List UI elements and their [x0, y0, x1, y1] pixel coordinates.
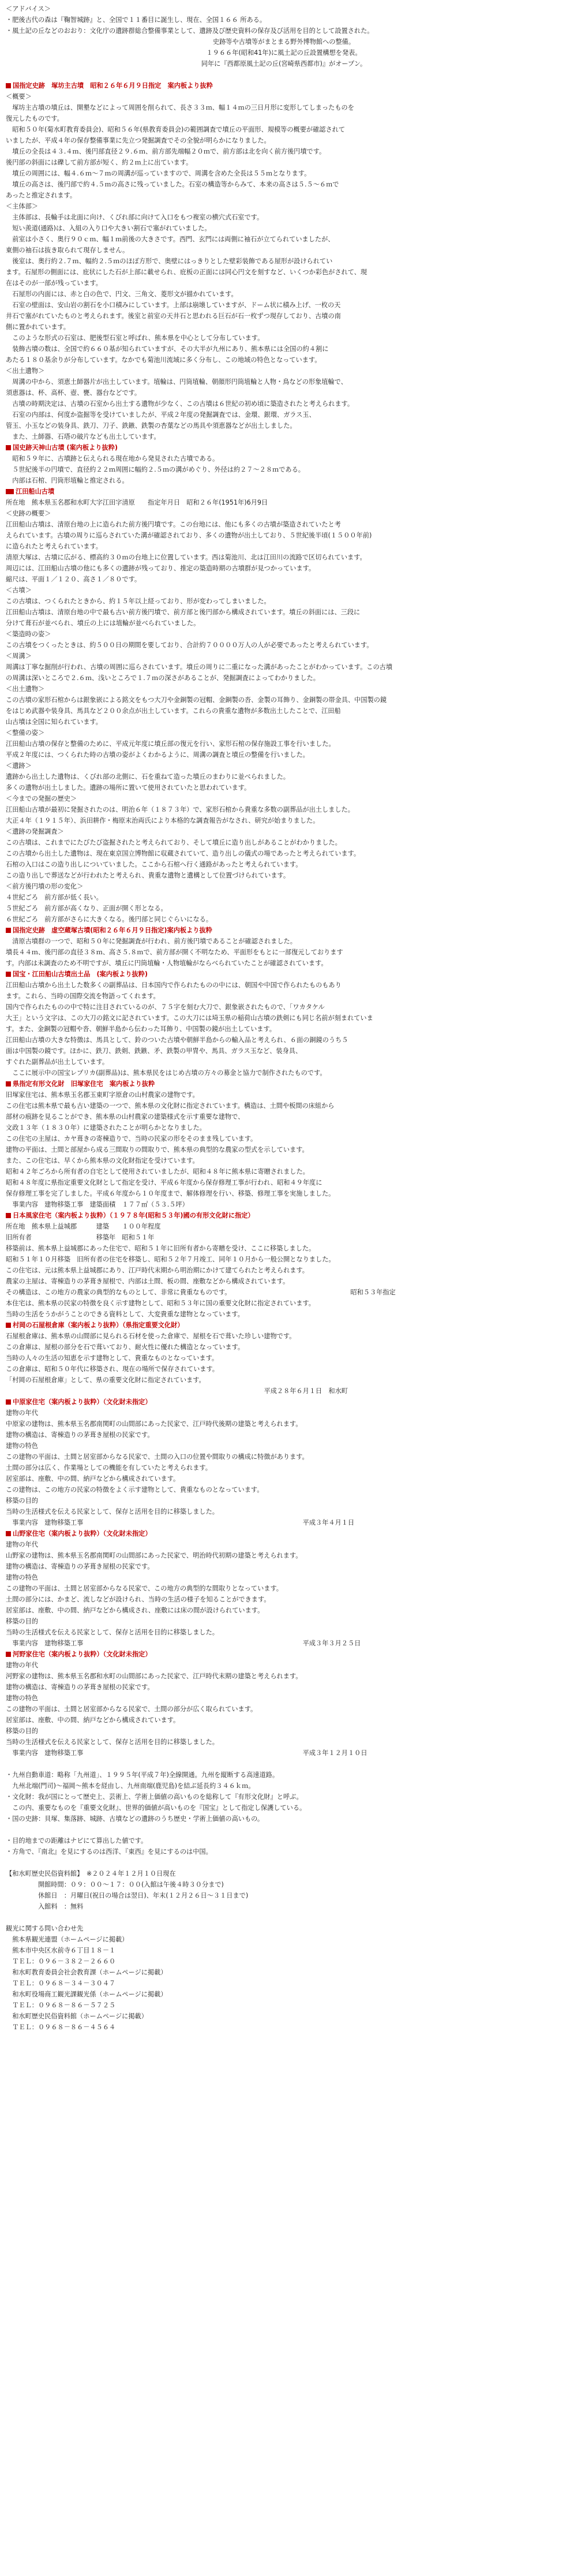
text-line: の周溝は深いところで２.６ｍ、浅いところで１.７ｍの深さがあることが、発掘調査によってわかりました。	[6, 674, 320, 682]
red-square-marker-icon	[6, 1323, 11, 1328]
text-line: また、この住宅は、早くから熊本県の文化財指定を受けています。	[6, 1157, 199, 1164]
blank-line	[6, 1912, 562, 1923]
text-line: この建物の平面は、土間と居室部からなる民家で、この地方の典型的な間取りとなっています。	[6, 1585, 283, 1592]
section-heading-text: 中原家住宅（案内板より抜粋）（文化財未指定）	[13, 1398, 152, 1406]
text-line: 山古墳は全国に知られています。	[6, 718, 102, 726]
section-heading	[6, 969, 562, 980]
text-line: 後円部の斜面には礫して前方部が短く、約２ｍ上に出ています。	[6, 159, 193, 166]
text-line: 多くの遺物が出土しました。遺跡の場所に置いて使用されていたと思われています。	[6, 784, 251, 792]
section-heading-text: 村岡の石屋根倉庫（案内板より抜粋）（県指定重要文化財）	[13, 1321, 184, 1329]
text-line: 入館料 ：無料	[6, 1903, 84, 1910]
text-line: 周溝は丁寧な掘削が行われ、古墳の周囲に巡らされています。墳丘の周りに二重になった溝があったことがわかっています。この古墳	[6, 663, 393, 671]
red-square-marker-icon	[6, 972, 11, 977]
text-line: この内、重要なものを『重要文化財』、世界的価値が高いものを『国宝』として指定し保護している。	[6, 1804, 306, 1812]
text-line: 観光に関する問い合わせ先	[6, 1925, 84, 1932]
text-line: 事業内容 建物移築工事 平成３年１２月１０日	[6, 1749, 367, 1757]
section-heading	[6, 1528, 562, 1539]
text-line: ＜整備の姿＞	[6, 729, 45, 737]
text-line: 和水町教育委員会社会教育課（ホームページに掲載）	[6, 1969, 167, 1976]
text-line: ＜出土遺物＞	[6, 367, 45, 375]
text-line: 昭和５０年(菊水町教育委員会)、昭和５６年(県教育委員会)の範囲調査で墳丘の平面形、規模等の概要が確認されて	[6, 126, 346, 133]
text-line: 移築前は、熊本県上益城郡にあった住宅で、昭和５１年に旧所有者から寄贈を受け、ここに移築しました。	[6, 1245, 316, 1252]
text-line: 建物の構造は、寄棟造りの茅葺き屋根の民家です。	[6, 1431, 154, 1439]
text-line: この建物は、この地方の民家の特徴をよく示す建物として、貴重なものとなっています。	[6, 1486, 264, 1494]
text-line: ＴＥＬ：０９６８－８６－５７２５	[6, 2002, 116, 2009]
text-line: 江田船山古墳は、清原台地の上に造られた前方後円墳です。この台地には、他にも多くの古墳が築造されていたと考	[6, 521, 341, 528]
text-line: 平成２８年６月１日 和水町	[6, 1387, 348, 1395]
text-line: 在はそのが一部が残っています。	[6, 279, 102, 287]
red-block-marker-icon	[6, 489, 14, 494]
text-line: 和水町役場商工観光課観光係（ホームページに掲載）	[6, 1991, 167, 1998]
text-line: 復元したものです。	[6, 115, 63, 122]
text-line: す。内部は未調査のため不明ですが、墳丘に円筒埴輪・人物埴輪がならべられていたことが確認されています。	[6, 960, 328, 967]
red-square-marker-icon	[6, 1213, 11, 1218]
text-line: 所在地 熊本県玉名郡和水町大字江田字清原 指定年月日 昭和２６年(1951年)6月9日	[6, 499, 268, 506]
text-line: すぐれた副葬品が出土しています。	[6, 1058, 109, 1066]
text-line: 墳長４４ｍ、後円部の直径３８ｍ、高さ５.８ｍで、前方部が開く不明なため、平面形をもとに一部復元しております	[6, 949, 343, 956]
text-line: この住宅の主屋は、カヤ葺きの寄棟造りで、当時の民家の形をそのまま残しています。	[6, 1135, 257, 1143]
text-line: 昭和４８年度に県指定重要文化財として指定を受け、平成６年度から保存修理工事が行われ、昭和４９年度に	[6, 1179, 322, 1186]
text-line: 開館時間：０９：００～１７：００(入館は午後４時３０分まで)	[6, 1881, 224, 1888]
section-heading	[6, 1078, 562, 1089]
text-line: ここに展示中の国宝レプリカ(副葬品)は、熊本県民をはじめ古墳の方々の募金と協力で制作されたものです。	[6, 1069, 327, 1077]
text-line: 建物の構造は、寄棟造りの茅葺き屋根の民家です。	[6, 1683, 154, 1691]
section-heading-text: 江田船山古墳	[16, 488, 55, 495]
text-line: 旧所有者 移築年 昭和５１年	[6, 1234, 155, 1241]
text-line: ・風土記の丘などのおおり：文化庁の遺跡群総合整備事業として、遺跡及び歴史資料の保存及び活用を目的として設置された。	[6, 27, 374, 35]
text-line: 部材の痕跡を見ることができ、熊本県の山村農家の建築様式を示す重要な建物で、	[6, 1113, 245, 1121]
text-line: 【和水町歴史民俗資料館】 ※２０２４年１２月１０日現在	[6, 1870, 176, 1877]
text-line: 古墳の時期決定は、古墳の石室から出土する遺物が少なく、この古墳は６世紀の初め頃に築造されたと考えられます。	[6, 400, 354, 408]
text-line: 管玉、小玉などの装身具、鉄刀、刀子、鉄鏃、鉄製の杏葉などの馬具や須恵器などが出土しました。	[6, 422, 297, 430]
text-line: 分けて葺石が並べられ、墳丘の上には埴輪が並べられていました。	[6, 619, 200, 627]
red-square-marker-icon	[6, 1399, 11, 1405]
text-line: 事業内容 建物移築工事 平成３年４月１日	[6, 1519, 355, 1526]
text-line: この古墳の家形石棺からは銀象嵌による銘文をもつ大刀や金銅製の冠帽、金銅製の沓、金製の耳飾り、金銅製の帯金具、中国製の鏡	[6, 696, 387, 704]
text-line: ５世紀ごろ 前方部が高くなり、正面が開く形となる。	[6, 905, 167, 912]
section-heading-text: 河野家住宅（案内板より抜粋）（文化財未指定）	[13, 1651, 152, 1658]
text-line: 内部は石棺、円筒形埴輪と推定される。	[6, 477, 129, 484]
text-line: 居室部は、座敷、中の間、納戸などから構成されています。	[6, 1475, 180, 1483]
text-line: 建物の年代	[6, 1662, 38, 1669]
text-line: あったと推定されます。	[6, 192, 77, 199]
text-line: ＜概要＞	[6, 93, 32, 100]
text-line: ＜アドバイス＞	[6, 5, 51, 13]
text-line: 当時の生活をうかがうことのできる資料として、大変貴重な建物となっています。	[6, 1311, 244, 1318]
text-line: このような形式の石室は、肥後型石室と呼ばれ、熊本県を中心として分布しています。	[6, 334, 264, 342]
text-line: 平成２年度には、つくられた時の古墳の姿がよくわかるように、周溝の調査と墳丘の整備を行いました。	[6, 751, 309, 759]
text-line: ５世紀後半の円墳で、直径約２２ｍ周囲に幅約２.５ｍの溝がめぐり、外径は約２７～２８ｍである。	[6, 466, 305, 473]
text-line: 中原家の建物は、熊本県玉名郡南関町の山間部にあった民家で、江戸時代後期の建築と考えられます。	[6, 1420, 302, 1428]
text-line: に造られたと考えられています。	[6, 543, 102, 550]
text-line: 周辺には、江田船山古墳の他にも多くの遺跡が残っており、推定の築造時期の古墳群が見つかっています。	[6, 565, 316, 572]
text-line: 昭和５９年に、古墳跡と伝えられる現在地から発見された古墳である。	[6, 455, 219, 462]
text-line: 農家の主屋は、寄棟造りの茅葺き屋根で、内部は土間、板の間、座敷などから構成されています。	[6, 1278, 290, 1285]
section-heading	[6, 442, 562, 453]
text-line: この建物の平面は、土間と居室部からなる民家で、土間の部分が広く取られています。	[6, 1705, 257, 1713]
red-square-marker-icon	[6, 928, 11, 933]
text-line: えられています。古墳の周りに巡らされていた溝が確認されており、多くの遺物が出土しており、５世紀後半頃(１５００年前)	[6, 532, 372, 539]
text-line: 史跡等や古墳等がまとまる野外博物館への整備。	[212, 38, 355, 46]
section-heading	[6, 1320, 562, 1331]
text-line: 石室の内部は、何度か盗掘等を受けていましたが、平成２年度の発掘調査では、金環、銀環、ガラス玉、	[6, 411, 316, 419]
text-line: 須恵器は、杯、高杯、壺、甕、器台などです。	[6, 389, 141, 397]
text-line: 石棺の入口はこの造り出しについていました。ここから石棺へ行く通路があったと考えられています。	[6, 861, 302, 868]
text-line: 清原大塚は、古墳に広がる、標高約３０ｍの台地上に位置しています。西は菊池川、北は江田川の流路で区切られています。	[6, 554, 366, 561]
text-line: 事業内容 建物移築工事 建築面積 １７７㎡（５３.５坪）	[6, 1201, 189, 1208]
blank-line	[6, 1857, 562, 1868]
text-line: 江田船山古墳の保存と整備のために、平成元年度に墳丘部の復元を行い、家形石棺の保存施設工事を行いました。	[6, 740, 335, 748]
section-heading-text: 日本風家住宅（案内板より抜粋）（１９７８年(昭和５３年)國の有形文化財に指定）	[13, 1212, 254, 1219]
text-line: ・肥後古代の森は『鞠智城跡』と、全国で１１番目に誕生し、現在、全国１６６ 所ある。	[6, 16, 267, 24]
text-line: ６世紀ごろ 前方部がさらに大きくなる。後円部と同じぐらいになる。	[6, 916, 213, 923]
section-heading	[6, 80, 562, 91]
text-line: 建物の年代	[6, 1409, 38, 1417]
text-line: ＜古墳＞	[6, 587, 32, 594]
text-line: 遺跡から出土した遺物は、くびれ部の北側に、石を重ねて造った墳丘のまわりに並べられました。	[6, 773, 290, 781]
text-line: 「村岡の石屋根倉庫」として、県の重要文化財に指定されています。	[6, 1376, 205, 1384]
text-line: 移築の目的	[6, 1727, 38, 1735]
red-square-marker-icon	[6, 83, 11, 88]
text-line: ＜史跡の概要＞	[6, 510, 51, 517]
text-line: ４世紀ごろ 前方部が低く長い。	[6, 894, 103, 901]
blank-line	[6, 1824, 562, 1835]
text-line: ・九州自動車道：略称「九州道」、１９９５年(平成７年)全線開通。九州を縦断する高速道路。	[6, 1771, 279, 1779]
text-line: 短い羨道(通路)は、入組の入り口や大きい割石で塞がれていました。	[6, 225, 211, 232]
text-line: 装飾古墳の数は、全国で約６６０基が知られていますが、その大半が九州にあり、熊本県には全国の約４割に	[6, 345, 329, 353]
text-line: ＜主体部＞	[6, 203, 38, 210]
text-line: 和水町歴史民俗資料館（ホームページに掲載）	[6, 2013, 148, 2020]
text-line: この倉庫は、昭和５０年代に移築され、現在の場所で保存されています。	[6, 1365, 219, 1373]
text-line: 河野家の建物は、熊本県玉名郡和水町の山間部にあった民家で、江戸時代末期の建築と考えられます。	[6, 1672, 302, 1680]
text-line: ・方角で、『南北』を見にするのは西洋、『東西』を見にするのは中国。	[6, 1848, 212, 1856]
section-heading-text: 国史跡天神山古墳 (案内板より抜粋)	[13, 444, 118, 451]
text-line: ＜前方後円墳の形の変化＞	[6, 883, 84, 890]
section-heading	[6, 1649, 562, 1660]
text-line: ＴＥＬ：０９６－３８２－２６６０	[6, 1958, 116, 1965]
text-line: 建物の特色	[6, 1442, 38, 1450]
text-line: 面は中国製の鏡です。ほかに、鉄刀、鉄剣、鉄鏃、矛、鉄製の甲冑や、馬具、ガラス玉など、装身具、	[6, 1047, 302, 1055]
text-line: 文政１３年（１８３０年）に建築されたことが明らかとなりました。	[6, 1124, 206, 1132]
text-line: 当時の人々の生活の知恵を示す建物として、貴重なものとなっています。	[6, 1354, 219, 1362]
blank-line	[6, 69, 562, 80]
text-line: 居室部は、座敷、中の間、納戸などから構成されています。	[6, 1716, 180, 1724]
text-line: 墳丘の高さは、後円部で約４.５ｍの高さに残っていました。石室の構造等からみて、本来の高さは５.５～６ｍで	[6, 181, 339, 188]
text-line: この古墳は、つくられたときから、約１５年以上経っており、形が変わってしまいました。	[6, 598, 271, 605]
text-line: ＜周溝＞	[6, 652, 32, 660]
text-line: いましたが、平成４年の保存整備事業に先立つ発掘調査でその全貌が明らかになりました。	[6, 137, 271, 144]
text-line: す。また、金銅製の冠帽や沓、朝鮮半島から伝わった耳飾り、中国製の鏡が出土しています。	[6, 1025, 276, 1033]
text-line: 当時の生活様式を伝える民家として、保存と活用を目的に移築しました。	[6, 1738, 219, 1746]
section-heading	[6, 1397, 562, 1408]
text-line: ＴＥＬ：０９６８－８６－４５６４	[6, 2024, 116, 2031]
text-line: 同年に『西都原風土記の丘(宮崎県西都市)』がオープン。	[201, 60, 367, 68]
text-line: この古墳をつくったときは、約５００日の期間を要しており、合計約７００００万人の人が必要であったと考えられています。	[6, 641, 373, 649]
text-line: 側に置かれています。	[6, 323, 70, 331]
red-square-marker-icon	[6, 1531, 11, 1536]
text-line: 当時の生活様式を伝える民家として、保存と活用を目的に移築しました。	[6, 1508, 219, 1515]
text-line: をはじめ武器や装身具、馬具など２００余点が出土しています。これらの貴重な遺物が多数出土したことで、江田船	[6, 707, 341, 715]
text-line: また、土師器、石塔の破片なども出土しています。	[6, 433, 160, 440]
text-line: この造り出しで葬送などが行われたと考えられ、貴重な遺物と遺構として位置づけられています。	[6, 872, 290, 879]
text-line: 九州北端(門司)～福岡～熊本を経由し、九州南端(鹿児島)を結ぶ延長約３４６ｋｍ。	[6, 1782, 255, 1790]
text-line: その構造は、この地方の農家の典型的なものとして、非常に貴重なものです。 昭和５３年指定	[6, 1289, 396, 1296]
text-line: ＜今までの発掘の歴史＞	[6, 795, 77, 802]
text-line: この住宅は熊本県で最も古い建築の一つで、熊本県の文化財に指定されています。構造は、土間や板間の床組から	[6, 1102, 335, 1110]
text-line: 建物の特色	[6, 1574, 38, 1581]
section-heading	[6, 925, 562, 936]
text-line: 清原古墳群の一つで、昭和５０年に発掘調査が行われ、前方後円墳であることが確認されました。	[6, 938, 297, 945]
text-line: 熊本県観光連盟（ホームページに掲載）	[6, 1936, 129, 1943]
section-heading-text: 国指定史跡 虚空蔵塚古墳(昭和２６年６月９日指定)案内板より抜粋	[13, 927, 212, 934]
text-line: ます。石屋形の側面には、庇状にした石が上部に載せられ、庇板の正面には同心円文を刻すなど、いくつか彩色がされて、現	[6, 268, 367, 276]
text-line: 国内で作られたものの中で特に注目されているのが、７５字を刻む大刀で、銀象嵌されたもので、「ワカタケル	[6, 1003, 325, 1011]
red-square-marker-icon	[6, 1652, 11, 1657]
text-line: 土間の部分には、かまど、流しなどが設けられ、当時の生活の様子を知ることができます。	[6, 1596, 271, 1603]
text-line: ・国の史跡：貝塚、集落跡、城跡、古墳などの遺跡のうち歴史・学術上価値の高いもの。	[6, 1815, 264, 1823]
text-line: 事業内容 建物移築工事 平成３年３月２５日	[6, 1640, 361, 1647]
section-heading-text: 県指定有形文化財 旧塚家住宅 案内板より抜粋	[13, 1080, 155, 1088]
text-line: １９６６年(昭和41年)に風土記の丘設置構想を発表。	[206, 49, 362, 57]
section-heading-text: 国宝・江田船山古墳出土品 (案内板より抜粋)	[13, 970, 148, 978]
blank-line	[6, 1759, 562, 1769]
text-line: 昭和４２年ごろから所有者の自宅として使用されていましたが、昭和４８年に熊本県に寄贈されました。	[6, 1168, 309, 1175]
section-heading-text: 山野家住宅（案内板より抜粋）（文化財未指定）	[13, 1530, 152, 1537]
text-line: この住宅は、元は熊本県上益城郡にあり、江戸時代末期から明治期にかけて建てられたと考えられます。	[6, 1267, 309, 1274]
text-line: ＜出土遺物＞	[6, 685, 45, 693]
text-line: 塚坊主古墳の墳丘は、開墾などによって周囲を削られて、長さ３３ｍ、幅１４ｍの三日月形に変形してしまったものを	[6, 104, 354, 111]
text-line: 石屋根倉庫は、熊本県の山間部に見られる石材を使った倉庫で、屋根を石で葺いた珍しい建物です。	[6, 1332, 296, 1340]
text-line: 移築の目的	[6, 1497, 38, 1504]
text-line: ます。これら、当時の国際交流を物語ってくれます。	[6, 992, 160, 1000]
text-line: ・文化財：我が国にとって歴史上、芸術上、学術上価値の高いものを総称して『有形文化財』と呼ぶ。	[6, 1793, 303, 1801]
text-line: 江田船山古墳から出土した数多くの副葬品は、日本国内で作られたものの中には、朝国や中国で作られたものもあり	[6, 981, 342, 989]
text-line: 石屋形の内面には、赤と白の色で、円文、三角文、菱形文が描かれています。	[6, 290, 238, 298]
text-line: ＜築造時の姿＞	[6, 630, 51, 638]
section-heading	[6, 486, 562, 497]
text-line: 山野家の建物は、熊本県玉名郡南関町の山間部にあった民家で、明治時代初期の建築と考えられます。	[6, 1552, 302, 1559]
text-line: 建物の年代	[6, 1541, 38, 1548]
text-line: 休館日 ：月曜日(祝日の場合は翌日)、年末(１２月２６日～３１日まで)	[6, 1892, 249, 1899]
text-line: 保存修理工事を完了しました。平成６年度から１０年度まで、解体修理を行い、移築、修理工事を実施しました。	[6, 1190, 335, 1197]
text-line: 石室の壁面は、安山岩の割石を小口積みにしています。上部は崩壊していますが、ドーム状に積み上げ、一枚の天	[6, 301, 341, 309]
red-square-marker-icon	[6, 445, 11, 450]
text-line: あたる１８０基余りが分布しています。なかでも菊池川流域に多く分布し、この地域の特色となっています。	[6, 356, 321, 364]
text-line: 土間の部分は広く、作業場としての機能を有していたと考えられます。	[6, 1464, 212, 1472]
text-line: 建物の特色	[6, 1694, 38, 1702]
text-line: 建物の構造は、寄棟造りの茅葺き屋根の民家です。	[6, 1563, 154, 1570]
text-line: ＜遺跡＞	[6, 762, 32, 770]
text-line: 大王」という文字は、この大刀の銘文に記されています。この大刀には埼玉県の稲荷山古墳の鉄剣にも同じ名前が刻まれていま	[6, 1014, 373, 1022]
text-line: この建物の平面は、土間と居室部からなる民家で、土間の入口の位置や間取りの構成に特徴があります。	[6, 1453, 309, 1461]
text-line: 昭和５１年１０月移築 旧所有者の住宅を移築し、昭和５２年７月竣工、同年１０月から一般公開となりました。	[6, 1256, 335, 1263]
text-line: この倉庫は、屋根の部分を石で葺いており、耐火性に優れた構造となっています。	[6, 1343, 245, 1351]
text-line: 井石で塞がれていたものと考えられます。後室と前室の天井石と思われる巨石が石一枚ずつ現存しており、古墳の南	[6, 312, 341, 320]
text-line: 建物の平面は、土間と部屋から成る三間取りの間取りで、熊本県の典型的な農家の型式を示しています。	[6, 1146, 309, 1153]
text-line: 所在地 熊本県上益城郡 建築 １００年程度	[6, 1223, 161, 1230]
text-line: 当時の生活様式を伝える民家として、保存と活用を目的に移築しました。	[6, 1629, 219, 1636]
text-line: 主体部は、長輪手は北面に向け、くびれ部に向けて入口をもつ複室の横穴式石室です。	[6, 214, 264, 221]
text-line: 居室部は、座敷、中の間、納戸などから構成され、座敷には床の間が設けられています。	[6, 1607, 264, 1614]
red-square-marker-icon	[6, 1081, 11, 1087]
text-line: ・目的地までの距離はナビにて算出した値です。	[6, 1837, 148, 1845]
text-line: 東側の袖石は抜き取られて現存しません。	[6, 247, 129, 254]
text-line: ＴＥＬ：０９６８－３４－３０４７	[6, 1980, 116, 1987]
text-line: 後室は、奥行約２.７ｍ、幅約２.５ｍのほぼ方形で、奥壁にはっきりとした壁彩装飾である屋形が設けられてい	[6, 257, 333, 265]
text-line: 墳丘の全長は４３.４ｍ、後円部直径２９.６ｍ、前方部先端幅２０ｍで、前方部は北を向く前方後円墳です。	[6, 148, 326, 155]
text-line: 前室は小さく、奥行９０ｃｍ、幅１ｍ前後の大きさです。西門、玄門には両側に袖石が立てられていましたが、	[6, 236, 335, 243]
text-line: 熊本市中央区水前寺６丁目１８－１	[6, 1947, 116, 1954]
text-line: 本住宅は、熊本県の民家の特徴を良く示す建物として、昭和５３年に国の重要文化財に指定されています。	[6, 1300, 315, 1307]
text-line: 江田船山古墳の大きな特徴は、馬具として、鈴のついた古墳や朝鮮半島からの輸入品と考えられ、６面の銅鏡のうち５	[6, 1036, 348, 1044]
text-line: 移築の目的	[6, 1618, 38, 1625]
text-line: 周溝の中から、須恵土師器片が出土しています。埴輪は、円筒埴輪、朝顔形円筒埴輪と人物・鳥などの形象埴輪で、	[6, 378, 347, 386]
section-heading	[6, 1210, 562, 1221]
text-line: 江田船山古墳が最初に発掘されたのは、明治６年（１８７３年）で、家形石棺から貴重な多数の副葬品が出土しました。	[6, 806, 354, 813]
section-heading-text: 国指定史跡 塚坊主古墳 昭和２６年６月９日指定 案内板より抜粋	[13, 82, 213, 89]
text-line: 墳丘の周囲には、幅４.６ｍ～７ｍの周溝が巡っていますので、周溝を含めた全長は５５ｍとなります。	[6, 170, 311, 177]
text-line: 旧塚家住宅は、熊本県玉名郡玉東町字原倉の山村農家の建物です。	[6, 1091, 199, 1099]
text-line: この古墳は、これまでにたびたび盗掘されたと考えられており、そして墳丘に造り出しがあることがわかりました。	[6, 839, 342, 846]
text-line: 大正４年（１９１５年）、浜田耕作・梅原末治両氏により本格的な調査報告がなされ、研究が始まりました。	[6, 817, 320, 824]
text-line: 江田船山古墳は、清原台地の中で最も古い前方後円墳で、前方部と後円部から構成されています。墳丘の斜面には、三段に	[6, 608, 361, 616]
text-line: 縮尺は、平面１／１２０、高さ１／８０です。	[6, 576, 141, 583]
text-line: この古墳から出土した遺物は、現在東京国立博物館に収蔵されていて、造り出しの儀式の場であったと考えられています。	[6, 850, 361, 857]
text-line: ＜遺跡の発掘調査＞	[6, 828, 64, 835]
